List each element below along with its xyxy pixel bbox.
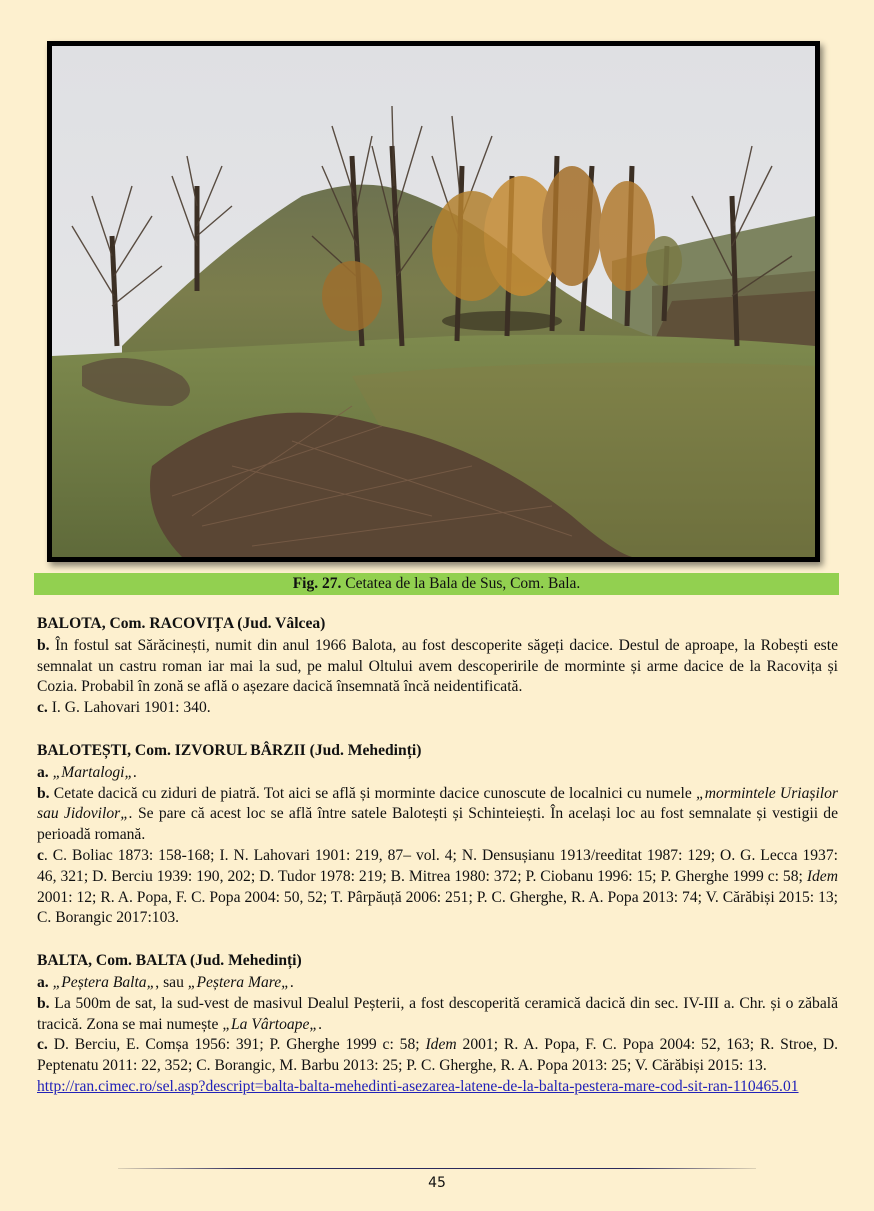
paragraph-text: „Martalogi„. [48, 763, 138, 781]
entry-paragraph-c [37, 846, 838, 929]
paragraph-label: a. [37, 973, 49, 991]
paragraph-label: b. [37, 994, 50, 1012]
paragraph-text: I. G. Lahovari 1901: 340. [47, 699, 211, 717]
figure-label: Fig. 27. [292, 575, 342, 592]
paragraph-italic: „La Vârtoape„ [222, 1015, 319, 1033]
entry-paragraph-a [37, 973, 838, 994]
paragraph-text: . [318, 1015, 322, 1033]
figure-caption-text: Cetatea de la Bala de Sus, Com. Bala. [341, 575, 581, 592]
entry-link-line [37, 1077, 838, 1098]
paragraph-text: , sau [155, 973, 188, 991]
entry-heading: BALTA, Com. BALTA (Jud. Mehedinți) [37, 952, 302, 970]
paragraph-text: În fostul sat Sărăcinești, numit din anul 1966 Balota, au fost descoperite săgeți dacice. Destul de aproape, la Robești este semnalat un castru roman iar mai la sud, pe malul Oltului avem descoperirile de morminte și arme dacice de la Racovița și Cozia. Probabil în zonă se află o așezare dacică însemnată încă neidentificată. [37, 636, 838, 696]
entry-paragraph-b [37, 636, 838, 698]
footer-divider [118, 1168, 756, 1169]
paragraph-label: b. [37, 784, 50, 802]
paragraph-italic: „Peștera Mare„ [187, 973, 290, 991]
paragraph-italic: „mormintele Uriașilor sau Jidovilor„. [37, 784, 838, 823]
paragraph-text: Cetate dacică cu ziduri de piatră. Tot aici se află și morminte dacice cunoscute de localnici cu numele [49, 784, 697, 802]
ran-cimec-link[interactable]: http://ran.cimec.ro/sel.asp?descript=balta-balta-mehedinti-asezarea-latene-de-la-balta-pestera-mare-cod-sit-ran-110465.01 [37, 1077, 799, 1095]
figure-caption [34, 573, 839, 595]
paragraph-text: . C. Boliac 1873: 158-168; I. N. Lahovari 1901: 219, 87– vol. 4; N. Densușianu 1913/reeditat 1987: 129; O. G. Lecca 1937: 46, 321; D. Berciu 1939: 190, 202; D. Tudor 1978: 219; B. Mitrea 1980: 372; P. Ciobanu 1996: 15; P. Gherghe 1999 c: 58; [37, 846, 838, 885]
entry-paragraph-b [37, 994, 838, 1036]
entry-balota [37, 614, 838, 719]
entry-paragraph-a [37, 763, 838, 784]
paragraph-label: c. [37, 1036, 48, 1054]
paragraph-label: c. [37, 699, 48, 717]
paragraph-label: c [37, 846, 44, 864]
entry-heading: BALOTEȘTI, Com. IZVORUL BÂRZII (Jud. Mehedinți) [37, 741, 422, 759]
entry-balotesti [37, 741, 838, 929]
paragraph-text: D. Berciu, E. Comșa 1956: 391; P. Gherghe 1999 c: 58; [47, 1036, 426, 1054]
figure-photo [47, 41, 820, 562]
hill-landscape-photo [52, 46, 815, 557]
paragraph-italic: „Peștera Balta„ [52, 973, 156, 991]
paragraph-text: 2001; R. A. Popa, F. C. Popa 2004: 52, 163; R. Stroe, D. Peptenatu 2011: 22, 352; C. Borangic, M. Barbu 2013: 25; P. C. Gherghe, R. A. Popa 2013: 25; V. Cărăbiși 2015: 13. [37, 1036, 838, 1075]
paragraph-text: 2001: 12; R. A. Popa, F. C. Popa 2004: 50, 52; T. Pârpăuță 2006: 251; P. C. Gherghe, R. A. Popa 2013: 74; V. Cărăbiși 2015: 13; C. Borangic 2017:103. [37, 888, 838, 927]
paragraph-label: b. [37, 636, 50, 654]
entry-heading: BALOTA, Com. RACOVIȚA (Jud. Vâlcea) [37, 615, 326, 632]
paragraph-italic: Idem [425, 1036, 457, 1054]
entry-paragraph-c [37, 1035, 838, 1077]
paragraph-italic: Idem [806, 867, 838, 885]
entry-balta [37, 951, 838, 1098]
paragraph-label: a. [37, 763, 49, 781]
entry-paragraph-c [37, 698, 838, 719]
paragraph-text: La 500m de sat, la sud-vest de masivul Dealul Peșterii, a fost descoperită ceramică dacică din sec. IV-III a. Chr. și o zăbală tracică. Zona se mai numește [37, 994, 838, 1033]
page-number: 45 [428, 1175, 446, 1191]
paragraph-text: Se pare că acest loc se află între satele Balotești și Schinteiești. În același loc au fost semnalate și vestigii de perioadă romană. [37, 805, 838, 844]
entry-paragraph-b [37, 784, 838, 846]
paragraph-text: . [289, 973, 294, 991]
document-body [37, 614, 838, 1120]
